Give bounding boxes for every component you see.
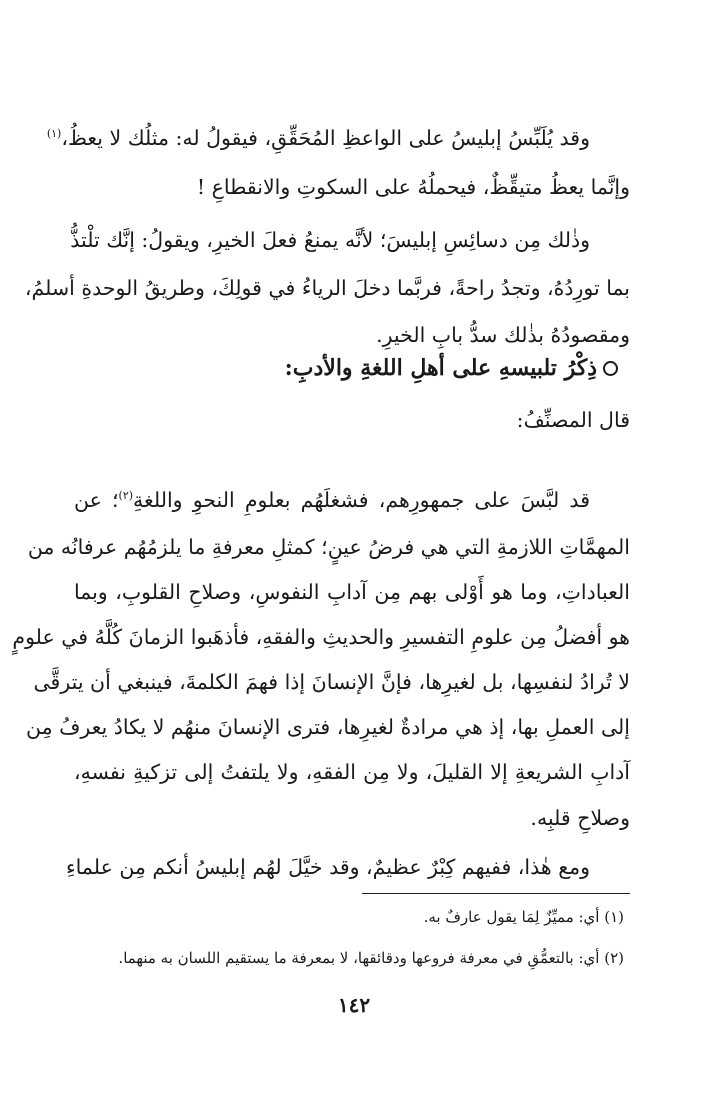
footnote-ref-2: (٢) — [118, 489, 134, 503]
p3-line1-text-b: ؛ عن — [74, 488, 119, 512]
paragraph-3-line-4: هو أفضلُ مِن علومِ التفسيرِ والحديثِ والفقهِ، فأذهَبوا الزمانَ كُلَّهُ في علومٍ — [12, 625, 630, 649]
p1-line1-text: وقد يُلَبِّسُ إبليسُ على الواعظِ المُحَقِّقِ، فيقولُ له: مثلُك لا يعظُ، — [61, 126, 590, 150]
paragraph-3-line-6: إلى العملِ بها، إذ هي مرادةٌ لغيرِها، فترى الإنسانَ منهُم لا يكادُ يعرفُ مِن — [26, 715, 630, 739]
p3-line1-text-a: قد لبَّسَ على جمهورِهم، فشغلَهُم بعلومِ النحوِ واللغةِ — [133, 488, 590, 512]
paragraph-3-line-3: العباداتِ، وما هو أَوْلى بهم مِن آدابِ النفوسِ، وصلاحِ القلوبِ، وبما — [74, 580, 630, 604]
paragraph-3-line-7: آدابِ الشريعةِ إلا القليلَ، ولا مِن الفقهِ، ولا يلتفتُ إلى تزكيةِ نفسهِ، — [74, 760, 630, 784]
section-heading-text: ذِكْرُ تلبيسهِ على أهلِ اللغةِ والأدبِ: — [284, 355, 597, 381]
footnote-divider — [362, 893, 630, 894]
circle-bullet-icon — [603, 361, 618, 376]
paragraph-3-line-1 — [74, 490, 590, 511]
paragraph-3-line-2: المهمَّاتِ اللازمةِ التي هي فرضُ عينٍ؛ كمثلِ معرفةِ ما يلزمُهُم عرفانُه من — [27, 535, 630, 559]
author-said-line: قال المصنِّفُ: — [516, 408, 630, 432]
footnote-2: (٢) أي: بالتعمُّقِ في معرفة فروعها ودقائقها، لا بمعرفة ما يستقيم اللسان به منهما. — [118, 949, 624, 967]
section-heading — [285, 355, 618, 381]
paragraph-2-line-2: بما تورِدُهُ، وتجدُ راحةً، فربَّما دخلَ الرياءُ في قولِكَ، وطريقُ الوحدةِ أسلمُ، — [24, 276, 630, 300]
footnote-1: (١) أي: مميِّزٌ لِمَا يقول عارفٌ به. — [423, 908, 624, 926]
paragraph-3-line-8: وصلاحِ قلبِه. — [530, 806, 630, 830]
paragraph-2-line-3: ومقصودُهُ بذٰلك سدُّ بابِ الخيرِ. — [376, 323, 630, 347]
page-number: ١٤٢ — [337, 993, 371, 1017]
paragraph-1-line-1 — [46, 126, 590, 150]
paragraph-1-line-2: وإنَّما يعظُ متيقِّظٌ، فيحملُهُ على السكوتِ والانقطاعِ ! — [196, 175, 630, 199]
paragraph-2-line-1: وذٰلك مِن دسائِسِ إبليسَ؛ لأنَّه يمنعُ فعلَ الخيرِ، ويقولُ: إنَّك تلْتذُّ — [70, 228, 590, 252]
paragraph-3-line-5: لا تُرادُ لنفسِها، بل لغيرِها، فإنَّ الإنسانَ إذا فهمَ الكلمةَ، فينبغي أن يترقَّى — [33, 670, 630, 694]
footnote-ref-1: (١) — [46, 127, 62, 141]
paragraph-4-line-1: ومع هٰذا، ففيهم كِبْرٌ عظيمٌ، وقد خيَّلَ لهُم إبليسُ أنكم مِن علماءِ — [66, 855, 590, 879]
